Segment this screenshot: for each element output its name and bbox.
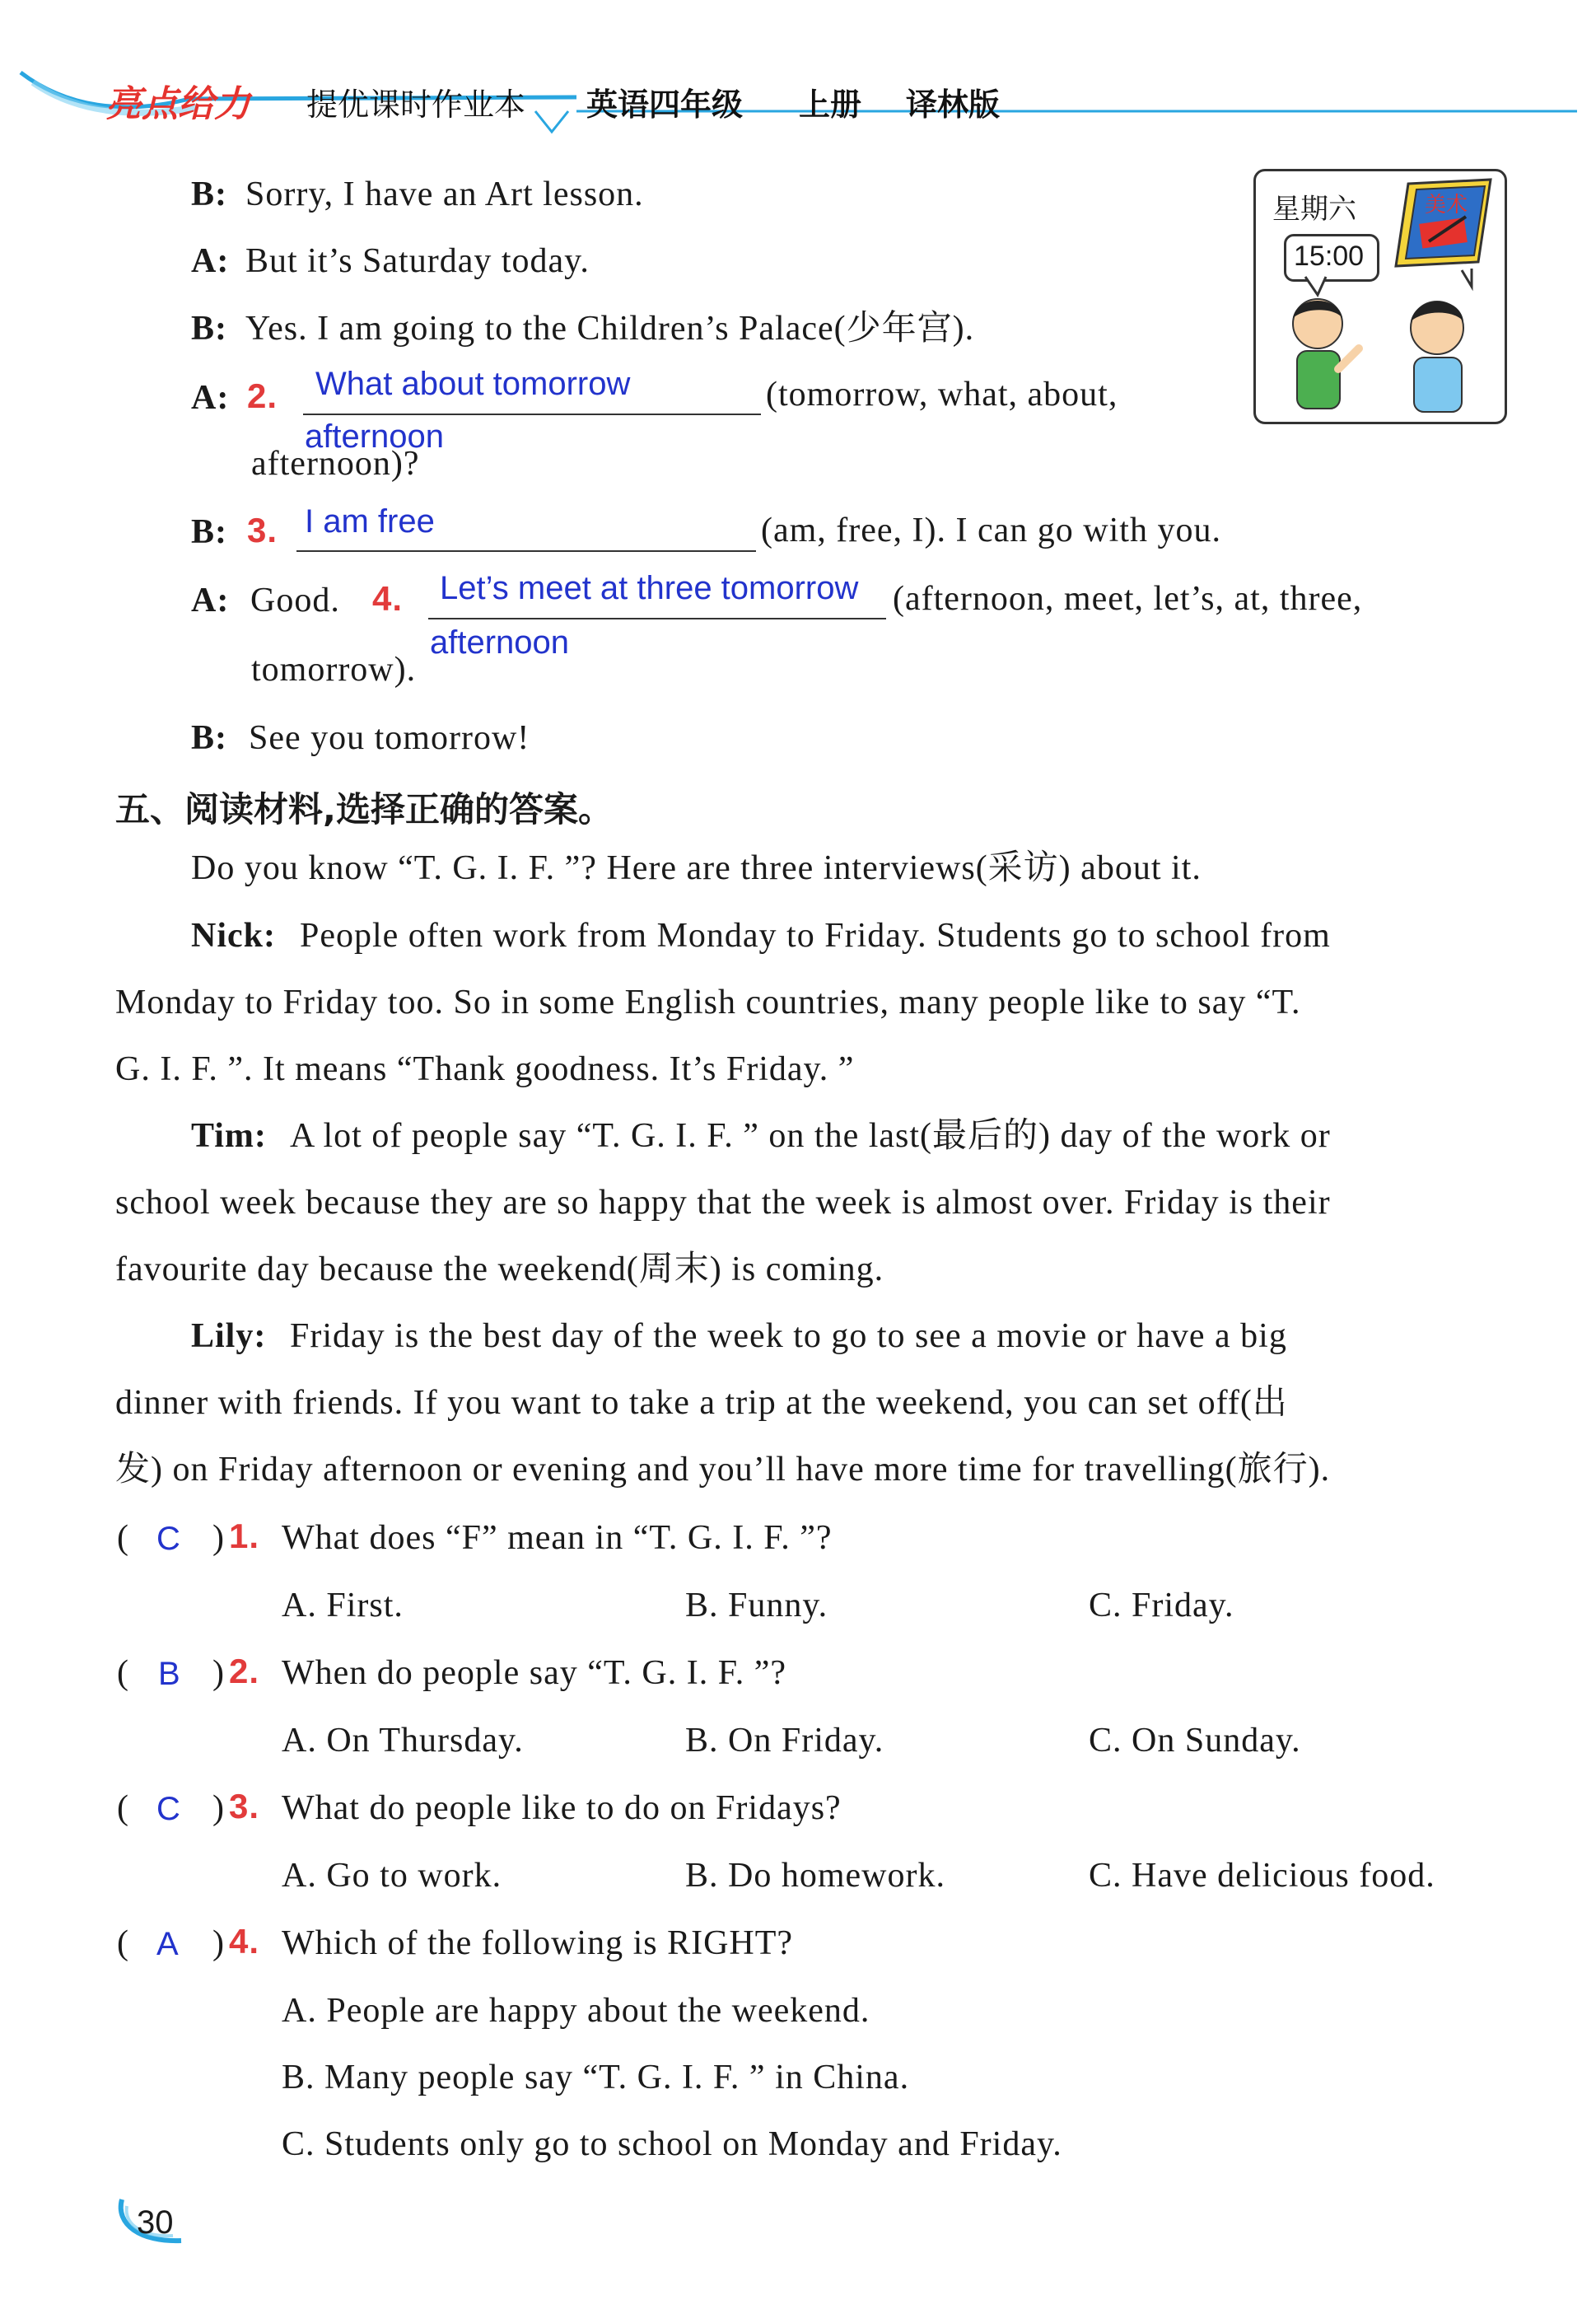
choice-answer: C [156,1521,180,1557]
question-text: When do people say “T. G. I. F. ”? [282,1654,786,1692]
option-a: A. First. [282,1587,404,1624]
section-title: 五、阅读材料,选择正确的答案。 [115,789,613,830]
option-c: C. Have delicious food. [1089,1857,1435,1895]
option-b: B. Funny. [685,1587,828,1624]
choice-answer: B [158,1656,180,1692]
passage-line: favourite day because the weekend(周末) is coming. [115,1250,884,1288]
interviewee-name: Nick: [191,917,276,955]
word-hint: (am, free, I). I can go with you. [761,512,1221,549]
option-a: A. On Thursday. [282,1722,524,1760]
illustration-time: 15:00 [1294,241,1365,272]
word-hint: tomorrow). [251,651,417,689]
answer-paren-open: ( [117,1924,129,1962]
option-c: C. Friday. [1089,1587,1234,1624]
passage-line: People often work from Monday to Friday. Students go to school from [300,917,1331,955]
option-b: B. Many people say “T. G. I. F. ” in China. [282,2059,910,2096]
speaker-a: A: [191,582,230,619]
question-text: What do people like to do on Fridays? [282,1789,842,1827]
question-number: 1. [229,1517,260,1555]
answer-blank [303,414,761,415]
speaker-a: A: [191,379,230,417]
answer-text: What about tomorrow [315,366,631,402]
passage-line: dinner with friends. If you want to take a trip at the weekend, you can set off(出 [115,1384,1288,1422]
choice-answer: A [156,1926,179,1962]
answer-paren-close: ) [212,1789,225,1827]
interviewee-name: Lily: [191,1317,267,1355]
word-hint: afternoon)? [251,445,420,483]
question-number: 2. [247,376,278,415]
header-brand: 亮点给力 [105,83,250,125]
passage-intro: Do you know “T. G. I. F. ”? Here are three interviews(采访) about it. [191,849,1202,887]
option-c: C. On Sunday. [1089,1722,1301,1760]
speaker-b: B: [191,175,227,213]
option-c: C. Students only go to school on Monday and Friday. [282,2125,1062,2163]
answer-blank [428,618,886,619]
answer-blank [296,550,756,552]
option-a: A. People are happy about the weekend. [282,1992,870,2030]
word-hint: (tomorrow, what, about, [766,376,1118,414]
question-number: 4. [372,579,404,618]
header-course: 英语四年级 [586,86,744,123]
question-text: What does “F” mean in “T. G. I. F. ”? [282,1519,833,1557]
dialogue-illustration [1253,169,1507,424]
passage-line: 发) on Friday afternoon or evening and you’ll have more time for travelling(旅行). [115,1451,1331,1489]
answer-paren-open: ( [117,1789,129,1827]
question-number: 4. [229,1922,260,1961]
dialogue-line: Good. [250,582,340,619]
header-volume: 上册 [799,86,862,123]
answer-paren-close: ) [212,1924,225,1962]
passage-line: A lot of people say “T. G. I. F. ” on the last(最后的) day of the work or [290,1117,1331,1155]
question-number: 3. [247,511,278,549]
passage-line: school week because they are so happy that the week is almost over. Friday is their [115,1184,1331,1222]
answer-paren-close: ) [212,1519,225,1557]
answer-text: afternoon [305,418,445,455]
option-a: A. Go to work. [282,1857,502,1895]
speaker-b: B: [191,513,227,551]
speaker-b: B: [191,719,227,757]
answer-paren-open: ( [117,1654,129,1692]
word-hint: (afternoon, meet, let’s, at, three, [893,580,1363,618]
passage-line: Friday is the best day of the week to go to see a movie or have a big [290,1317,1287,1355]
passage-line: G. I. F. ”. It means “Thank goodness. It’s Friday. ” [115,1050,855,1088]
dialogue-line: But it’s Saturday today. [245,242,590,280]
passage-line: Monday to Friday too. So in some English countries, many people like to say “T. [115,984,1301,1021]
question-text: Which of the following is RIGHT? [282,1924,794,1962]
illustration-book-label: 美术 [1425,193,1468,217]
illustration-day-label: 星期六 [1272,193,1356,226]
choice-answer: C [156,1791,180,1827]
answer-text: afternoon [430,624,570,661]
answer-paren-close: ) [212,1654,225,1692]
answer-text: I am free [305,503,435,540]
answer-paren-open: ( [117,1519,129,1557]
speaker-b: B: [191,310,227,348]
question-number: 2. [229,1652,260,1690]
dialogue-line: See you tomorrow! [249,719,530,757]
speaker-a: A: [191,242,230,280]
question-number: 3. [229,1787,260,1825]
header-subtitle: 提优课时作业本 [306,86,526,123]
dialogue-line: Sorry, I have an Art lesson. [245,175,644,213]
option-b: B. Do homework. [685,1857,945,1895]
interviewee-name: Tim: [191,1117,267,1155]
dialogue-line: Yes. I am going to the Children’s Palace(少年宫). [245,310,975,348]
option-b: B. On Friday. [685,1722,884,1760]
header-edition: 译林版 [906,86,1001,123]
page-header [0,49,1596,140]
page-number: 30 [137,2204,174,2241]
answer-text: Let’s meet at three tomorrow [440,570,859,606]
